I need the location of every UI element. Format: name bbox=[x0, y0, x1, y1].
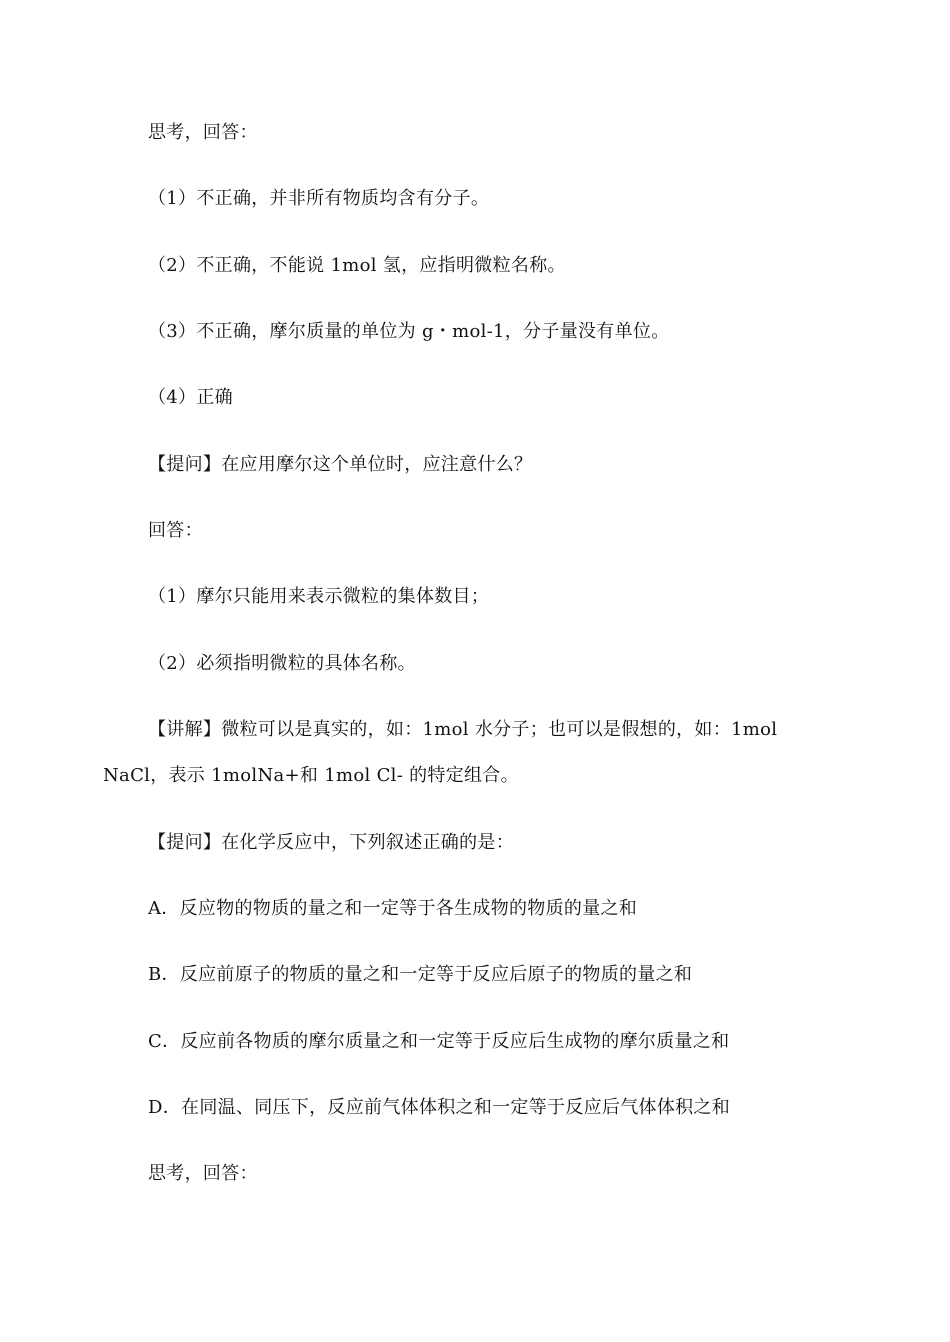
answer-item-1: （1）不正确，并非所有物质均含有分子。 bbox=[148, 188, 490, 209]
explanation-paragraph: 【讲解】微粒可以是真实的，如：1mol 水分子；也可以是假想的，如：1mol bbox=[148, 719, 778, 740]
choice-c: C．反应前各物质的摩尔质量之和一定等于反应后生成物的摩尔质量之和 bbox=[148, 1031, 730, 1052]
explanation-paragraph-continued: NaCl，表示 1molNa+和 1mol Cl- 的特定组合。 bbox=[103, 765, 519, 786]
note-item-2: （2）必须指明微粒的具体名称。 bbox=[148, 653, 416, 674]
think-answer-heading-2: 思考，回答： bbox=[148, 1163, 258, 1184]
think-answer-heading: 思考，回答： bbox=[148, 122, 258, 143]
choice-d: D．在同温、同压下，反应前气体体积之和一定等于反应后气体体积之和 bbox=[148, 1097, 731, 1118]
choice-a: A．反应物的物质的量之和一定等于各生成物的物质的量之和 bbox=[148, 898, 638, 919]
answer-heading: 回答： bbox=[148, 520, 203, 541]
answer-item-2: （2）不正确，不能说 1mol 氢，应指明微粒名称。 bbox=[148, 255, 566, 276]
answer-item-3: （3）不正确，摩尔质量的单位为 g・mol-1，分子量没有单位。 bbox=[148, 321, 670, 342]
question-paragraph: 【提问】在应用摩尔这个单位时，应注意什么？ bbox=[148, 454, 533, 475]
question-paragraph-2: 【提问】在化学反应中，下列叙述正确的是： bbox=[148, 832, 514, 853]
choice-b: B．反应前原子的物质的量之和一定等于反应后原子的物质的量之和 bbox=[148, 964, 693, 985]
answer-item-4: （4）正确 bbox=[148, 387, 233, 408]
note-item-1: （1）摩尔只能用来表示微粒的集体数目； bbox=[148, 586, 490, 607]
